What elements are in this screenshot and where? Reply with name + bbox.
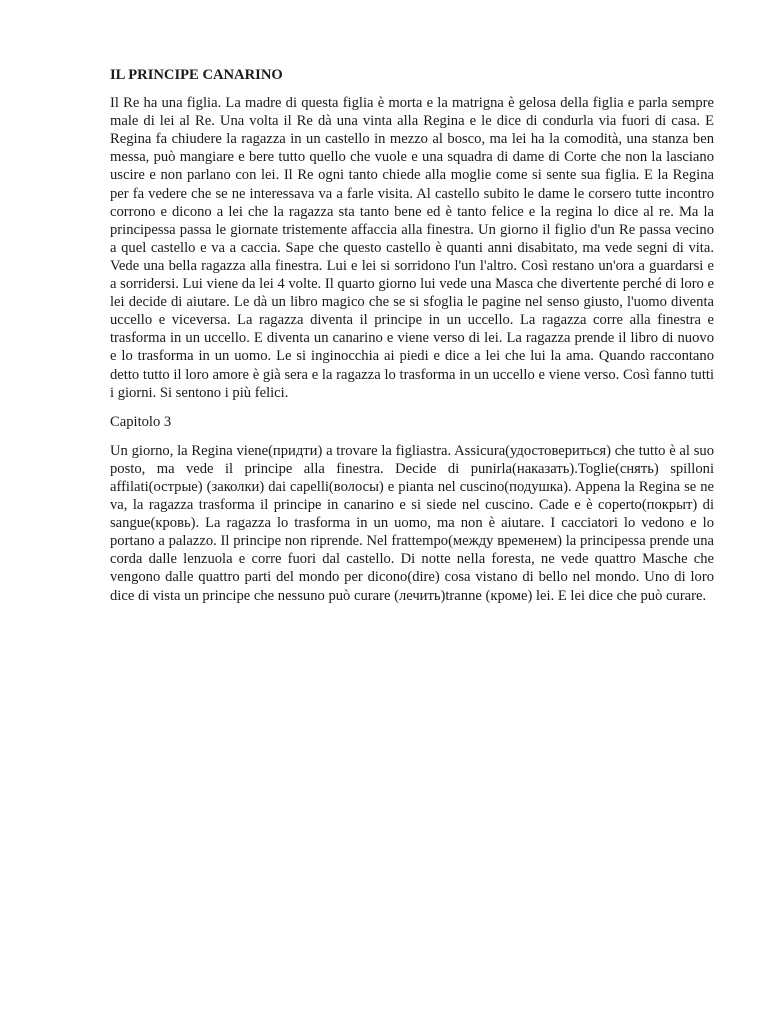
chapter-heading: Capitolo 3 [110, 413, 172, 430]
paragraph-2: Un giorno, la Regina viene(придти) a trovare la figliastra. Assicura(удостовериться) che tutto è al suo posto, ma vede il principe alla finestra. Decide di punirla(наказать).Toglie(снять) spilloni affilati(острые) (заколки) dai capelli(волосы) e pianta nel cuscino(подушка). Appena la Regina se ne va, la ragazza trasforma il principe in canarino e si siede nel cuscino. Cade e è coperto(покрыт) di sangue(кровь). La ragazza lo trasforma in un uomo, ma non è aiutare. I cacciatori lo vedono e lo portano a palazzo. Il principe non riprende. Nel frattempo(между временем) la principessa prende una corda dalle lenzuola e corre fuori dal castello. Di notte nella foresta, ne vede quattro Masche che vengono dalle quattro parti del mondo per dicono(dire) cosa vistano di bello nel mondo. Uno di loro dice di vista un principe che nessuno può curare (лечить)tranne (кроме) lei. E lei dice che può curare. [110, 442, 714, 604]
paragraph-1: Il Re ha una figlia. La madre di questa figlia è morta e la matrigna è gelosa della figlia e parla sempre male di lei al Re. Una volta il Re dà una vinta alla Regina e le dice di condurla via fuori di casa. E Regina fa chiudere la ragazza in un castello in mezzo al bosco, ma lei ha la comodità, una stanza ben messa, può mangiare e bere tutto quello che vuole e una squadra di dame di Corte che non la lasciano uscire e non parlano con lei. Il Re ogni tanto chiede alla moglie come si sente sua figlia. E la Regina per fa vedere che se ne interessava va a farle visita. Al castello subito le dame le corsero tutte incontro corrono e dicono a lei che la ragazza sta tanto bene ed è tanto felice e la regina lo dice al re. Ma la principessa passa le giornate tristemente affaccia alla finestra. Un giorno il figlio d'un Re passa vecino a quel castello e va a caccia. Sape che questo castello è quanti anni disabitato, ma vede segni di vita. Vede una bella ragazza alla finestra. Lui e lei si sorridono l'un l'altro. Così restano un'ora a guardarsi e a sorridersi. Lui viene da lei 4 volte. Il quarto giorno lui vede una Masca che divertente perché di loro e lei decide di aiutare. Le dà un libro magico che se si sfoglia le pagine nel senso giusto, l'uomo diventa uccello e viceversa. La ragazza diventa il principe in un uccello. La ragazza corre alla finestra e trasforma in un uccello. E diventa un canarino e viene verso di lei. La ragazza prende il libro di nuovo e lo trasforma in un uomo. Le si inginocchia ai piedi e dice a lei che lui la ama. Quando raccontano detto tutto il loro amore è già sera e la ragazza lo trasforma in un uccello e viene verso. Così fanno tutti i giorni. Si sentono i più felici. [110, 95, 714, 401]
document-title: IL PRINCIPE CANARINO [110, 67, 283, 83]
document-page [110, 66, 714, 616]
